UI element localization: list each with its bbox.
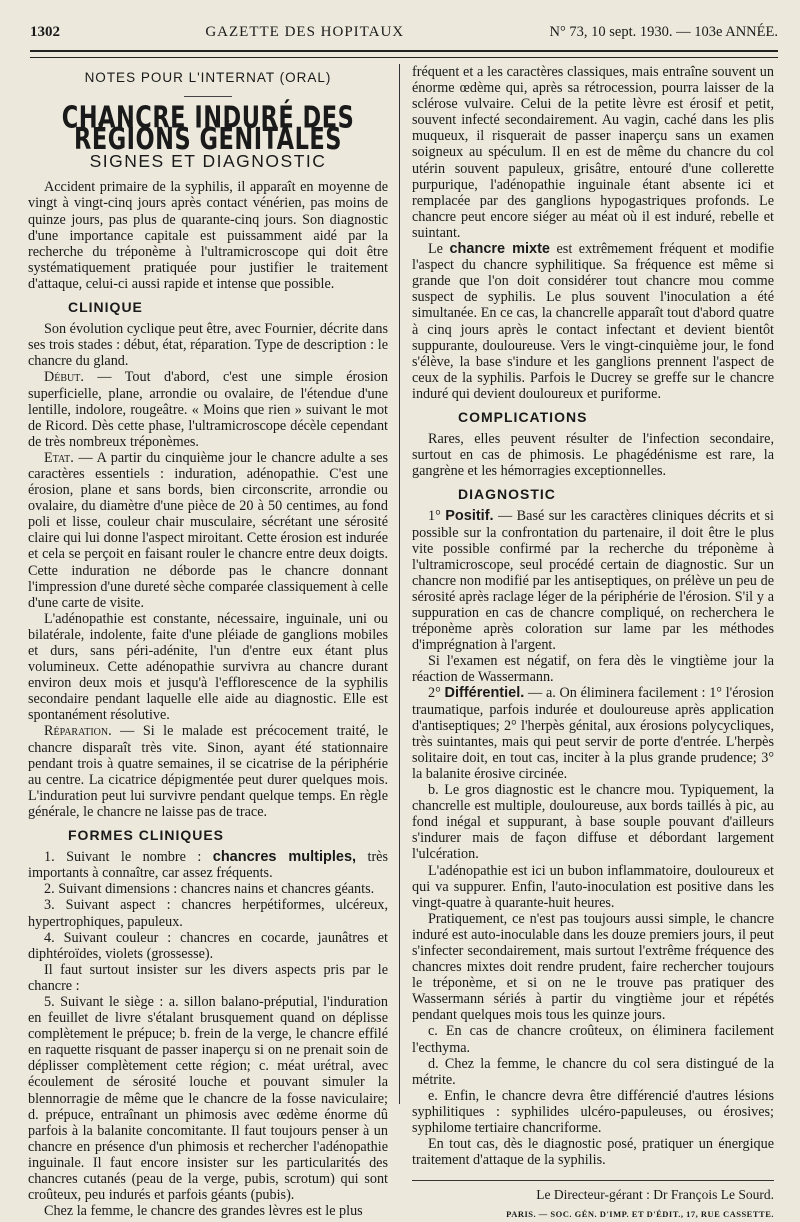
right-column — [412, 64, 774, 1222]
chancre-mixte-paragraph — [412, 241, 774, 402]
article-title: CHANCRE INDURÉ DES RÉGIONS GÉNITALES — [61, 100, 355, 158]
diag-b: b. Le gros diagnostic est le chancre mou. Typiquement, la chancrelle est multiple, douloureuse, aux bords taillés à pic, au fond inégal et suppurant, à base souple pouvant d'ailleurs s'indurer mais de façon diffuse et débordant largement l'ulcération. — [412, 782, 774, 863]
journal-title: GAZETTE DES HOPITAUX — [205, 24, 405, 40]
heading-complications: COMPLICATIONS — [458, 408, 588, 425]
intro-paragraph: Accident primaire de la syphilis, il apparaît en moyenne de vingt à vingt-cinq jours après contact vénérien, pas moins de quinze jours, pas plus de quarante-cinq jours. Son diagnostic d'une importance capitale est puissamment aidé par la recherche du tréponème à l'ultramicroscope qui doit être systématiquement pratiquée pour justifier le traitement d'attaque, celui-ci aussi rapide et intense que possible. — [28, 179, 388, 292]
reparation-text: — Si le malade est précocement traité, le chancre disparaît très vite. Sinon, ayant été stationnaire pendant trois à quatre semaines, il se cicatrise de la périphérie au centre. La cicatrice dépigmentée peut durer quelques mois. L'induration peut lui survivre pendant quelque temps. En règle générale, le chancre ne laisse pas de trace. — [28, 723, 388, 820]
reparation-paragraph — [28, 723, 388, 820]
etat-lead: Etat. — [44, 449, 74, 466]
diag-conclusion: En tout cas, dès le diagnostic posé, pratiquer un énergique traitement d'attaque de la syphilis. — [412, 1136, 774, 1169]
forme-6: Chez la femme, le chancre des grandes lèvres est le plus — [44, 1203, 363, 1220]
kicker-rule — [184, 96, 232, 97]
d2-pre: 2° — [428, 685, 445, 702]
article-kicker: NOTES POUR L'INTERNAT (ORAL) — [84, 70, 332, 85]
etat-text: — A partir du cinquième jour le chancre adulte a ses caractères essentiels : induration, adénopathie. C'est une érosion, plane et sans bords, bien circonscrite, arrondie ou ovalaire, du diamètre d'une pièce de 20 à 50 centimes, au fond poli et lisse, couleur chair musculaire, sécrétant une sérosité claire qui lui donne l'aspect miroitant. Cette érosion est indurée et cela se perçoit en faisant rouler le chancre entre deux doigts. Cette induration ne déborde pas le chancre donnant l'impression d'une dureté sèche comparée classiquement à celle d'une carte de visite. — [28, 449, 388, 611]
debut-paragraph — [28, 369, 388, 449]
page-number: 1302 — [30, 24, 60, 40]
diag-d: d. Chez la femme, le chancre du col sera distingué de la métrite. — [412, 1055, 774, 1088]
adenopathie-paragraph: L'adénopathie est constante, nécessaire, inguinale, uni ou bilatérale, indolente, faite d'une pléiade de ganglions mobiles et durs, sans péri-adénite, l'un d'entre eux étant plus volumineux. Cette adénopathie survivra au chancre durant environ deux mois et jusqu'à l'efflorescence de la syphilis secondaire pendant laquelle elle aide au diagnostic. Elle est spontanément résolutive. — [28, 610, 388, 724]
d1-highlight: Positif. — [445, 508, 494, 525]
debut-text: — Tout d'abord, c'est une simple érosion superficielle, plane, arrondie ou ovalaire, de l'étendue d'une lentille, indolore, rougeâtre. « Moins que rien » suivant le mot de Ricord. Dès cette phase, l'ultramicroscope décèle cependant de très nombreux tréponèmes. — [28, 369, 388, 450]
heading-formes-cliniques: FORMES CLINIQUES — [68, 827, 225, 844]
d1-pre: 1° — [428, 508, 446, 525]
forme-1-highlight: chancres multiples, — [212, 849, 357, 866]
debut-lead: Début. — [44, 369, 84, 386]
diag-b2: L'adénopathie est ici un bubon inflammatoire, douloureux et qui va suppurer. Enfin, l'auto-inoculation est positive dans les vingt-quatre à quarante-huit heures. — [412, 862, 774, 911]
complications-paragraph: Rares, elles peuvent résulter de l'infection secondaire, surtout en cas de phimosis. Le phagédénisme est rare, la gangrène et les hémorragies exceptionnelles. — [412, 431, 774, 480]
clinique-paragraph: Son évolution cyclique peut être, avec Fournier, décrite dans ses trois stades : début, état, réparation. Type de description : le chancre du gland. — [28, 321, 388, 370]
printer-imprint: PARIS. — SOC. GÉN. D'IMP. ET D'ÉDIT., 17, RUE CASSETTE. — [506, 1209, 774, 1220]
diag-differentiel-paragraph — [412, 685, 774, 782]
diag-b3: Pratiquement, ce n'est pas toujours aussi simple, le chancre induré est auto-inoculable dans les douze premiers jours, il peut s'infecter secondairement, mais surtout l'extrême fréquence des chancres mixtes doit rendre prudent, faire rechercher toujours le tréponème, et si on ne le trouve pas pratiquer des Wassermann sériés à partir du vingtième jour et répétés pendant quelques mois tous les quinze jours. — [412, 910, 774, 1024]
forme-4b: Il faut surtout insister sur les divers aspects pris par le chancre : — [28, 961, 388, 994]
diag-e: e. Enfin, le chancre devra être différencié d'autres lésions syphilitiques : syphilides ulcéro-papuleuses, ou érosives; syphilome tertiaire chancriforme. — [412, 1087, 774, 1136]
director-signature: Le Directeur-gérant : Dr François Le Sourd. — [412, 1180, 774, 1203]
left-column — [28, 64, 388, 1219]
d1-text: — Basé sur les caractères cliniques décrits et si possible sur la confrontation du partenaire, il doit être le plus vite possible confirmé par la recherche du tréponème à l'ultramicroscope, seul procédé certain de diagnostic. Sur un chancre non modifié par les antiseptiques, on prélève un peu de sérosité après raclage léger de la périphérie de l'érosion. S'il y a suppuration en cas de chancre compliqué, on rechercherа le tréponème après coloration sur lame par les méthodes d'imprégnation à l'argent. — [412, 508, 774, 654]
continuation-paragraph: fréquent et a les caractères classiques, mais entraîne souvent un énorme œdème qui, après sa rétrocession, pourra laisser de la sclérose vulvaire. Celui de la petite lèvre est érosif et petit, souvent infecté secondairement. Au vagin, caché dans les plis muqueux, il risquerait de passer inaperçu sans un examen soigneux au spéculum. Il en est de même du chancre du col utérin souvent papuleux, grisâtre, entouré d'une collerette purpurique, l'adénopathie inguinale étant absente ici et remplacée par des ganglions hypogastriques profonds. Le chancre peut encore siéger au méat où il est induré, rebelle et suintant. — [412, 64, 774, 241]
forme-1 — [28, 849, 388, 881]
mixte-pre: Le — [428, 241, 450, 258]
forme-3: 3. Suivant aspect : chancres herpétiformes, ulcéreux, hypertrophiques, papuleux. — [28, 897, 388, 930]
article-subtitle: SIGNES ET DIAGNOSTIC — [89, 151, 327, 172]
page-header — [30, 24, 778, 46]
column-divider — [399, 64, 400, 1104]
reparation-lead: Réparation. — [44, 723, 112, 740]
diag-c: c. En cas de chancre croûteux, on éliminera facilement l'ecthyma. — [412, 1023, 774, 1056]
forme-2: 2. Suivant dimensions : chancres nains et chancres géants. — [44, 881, 375, 898]
d2-highlight: Différentiel. — [444, 685, 525, 702]
mixte-highlight: chancre mixte — [449, 241, 550, 258]
forme-1-post: très importants à connaître, car assez fréquents. — [28, 849, 388, 882]
forme-1-pre: 1. Suivant le nombre : — [44, 849, 213, 866]
d2-text: — a. On éliminera facilement : 1° l'érosion traumatique, parfois indurée et douloureuse après application d'antiseptiques; 2° l'herpès génital, aux érosions polycycliques, très suintantes, mais qui peut servir de porte d'entrée. L'herpès solitaire doit, en tout cas, inciter à la plus grande prudence; 3° la balanite érosive circinée. — [412, 685, 774, 782]
forme-5: 5. Suivant le siège : a. sillon balano-préputial, l'induration en feuillet de livre s'étalant brusquement quand on déplisse complètement le prépuce; b. frein de la verge, le chancre effilé en raquette risquant de passer inaperçu si on ne prenait soin de déplisser complètement cette région; c. méat urétral, avec écoulement de sérosité louche et pouvant simuler la blennorragie de même que le chancre de la fosse naviculaire; d. prépuce, entraînant un phimosis avec œdème énorme dû parfois à la balanite concomitante. Il faut toujours penser à un chancre en présence d'un phimosis et rechercher l'adénopathie inguinale. Il faut encore insister sur les particularités des chancres cutanés (peau de la verge, pubis, scrotum) qui sont croûteux, peu indurés et parfois géants (pubis). — [28, 993, 388, 1204]
mixte-text: est extrêmement fréquent et modifie l'aspect du chancre syphilitique. Sa fréquence est même si grande que l'on doit considérer tout chancre mou comme suspect de syphilis. Le plus souvent l'inoculation a été simultanée. En ce cas, la chancrelle apparaît tout d'abord quatre à cinq jours après le contact infectant et devient bientôt suppurante, douloureuse. Vers le vingt-cinquième jour, le fond s'élève, la base s'indure et les ganglions prennent l'aspect de ceux de la syphilis. Parfois le Ducrey se greffe sur le chancre induré qui devient douloureux et puriforme. — [412, 241, 774, 402]
etat-paragraph — [28, 450, 388, 611]
diag-positif-paragraph — [412, 508, 774, 653]
heading-clinique: CLINIQUE — [68, 299, 143, 316]
forme-4: 4. Suivant couleur : chancres en cocarde, jaunâtres et diphtéroïdes, violets (grossesse). — [28, 929, 388, 962]
diag-positif-b: Si l'examen est négatif, on fera dès le vingtième jour la réaction de Wassermann. — [412, 653, 774, 686]
header-rule — [30, 50, 778, 58]
issue-info: N° 73, 10 sept. 1930. — 103e ANNÉE. — [549, 24, 778, 40]
heading-diagnostic: DIAGNOSTIC — [458, 486, 556, 503]
